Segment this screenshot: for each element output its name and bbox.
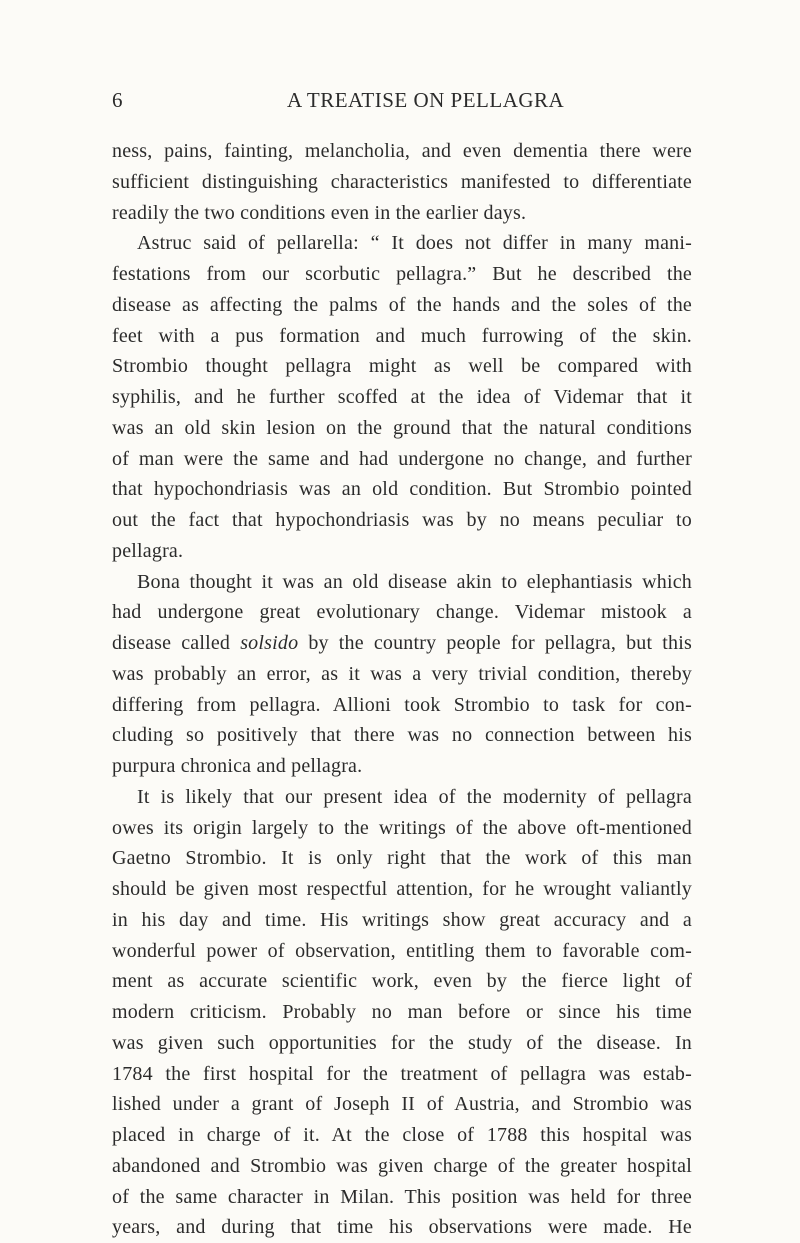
text-fragment: disease called [112,632,231,654]
text-line: of man were the same and had undergone no change, and further [112,447,692,470]
text-line: disease as affecting the palms of the hands and the soles of the [112,293,692,316]
text-line: cluding so positively that there was no connection between his [112,724,692,747]
text-line: Strombio thought pellagra might as well be compared with [112,355,692,378]
running-head [112,88,712,118]
text-line: festations from our scorbutic pellagra.” But he described the [112,263,692,285]
text-line: out the fact that hypochondriasis was by no means peculiar to [112,509,692,531]
text-line: sufficient distinguishing characteristics manifested to differentiate [112,170,692,193]
text-line: It is likely that our present idea of the modernity of pellagra [137,785,692,808]
text-line: in his day and time. His writings show great accuracy and a [112,908,692,931]
text-line: readily the two conditions even in the earlier days. [112,201,527,224]
text-line: syphilis, and he further scoffed at the idea of Videmar that it [112,386,692,408]
text-line: was an old skin lesion on the ground that the natural conditions [112,416,692,439]
text-line: feet with a pus formation and much furrowing of the skin. [112,324,692,347]
text-line: had undergone great evolutionary change. Videmar mistook a [112,601,692,624]
italic-term: solsido [240,632,299,654]
text-fragment: by the country people for pellagra, but this [308,632,692,654]
text-line-with-italic [112,628,692,659]
body-text [112,136,692,1243]
text-line: was probably an error, as it was a very trivial condition, thereby [112,662,692,685]
text-line: that hypochondriasis was an old condition. But Strombio pointed [112,478,692,501]
text-line: placed in charge of it. At the close of 1788 this hospital was [112,1124,692,1146]
text-line: Bona thought it was an old disease akin to elephantiasis which [137,570,692,593]
text-line: was given such opportunities for the study of the disease. In [112,1031,692,1054]
text-line: abandoned and Strombio was given charge of the greater hospital [112,1154,692,1177]
text-line: ment as accurate scientific work, even by the fierce light of [112,970,692,993]
text-line: years, and during that time his observations were made. He [112,1216,692,1239]
text-line: should be given most respectful attention, for he wrought valiantly [112,878,692,900]
text-line: Gaetno Strombio. It is only right that the work of this man [112,847,692,870]
text-line: owes its origin largely to the writings of the above oft-mentioned [112,816,692,839]
text-line: 1784 the first hospital for the treatment of pellagra was estab- [112,1062,692,1085]
running-title: A TREATISE ON PELLAGRA [287,88,565,112]
text-line: pellagra. [112,539,184,562]
text-line: Astruc said of pellarella: “ It does not differ in many mani- [137,232,692,255]
text-line: of the same character in Milan. This position was held for three [112,1185,692,1208]
page-number: 6 [112,88,123,112]
text-line: lished under a grant of Joseph II of Austria, and Strombio was [112,1093,692,1116]
text-line: wonderful power of observation, entitling them to favorable com- [112,939,692,962]
text-line: ness, pains, fainting, melancholia, and even dementia there were [112,140,692,162]
text-line: differing from pellagra. Allioni took Strombio to task for con- [112,693,692,716]
text-line: modern criticism. Probably no man before or since his time [112,1001,692,1023]
text-line: purpura chronica and pellagra. [112,755,363,777]
